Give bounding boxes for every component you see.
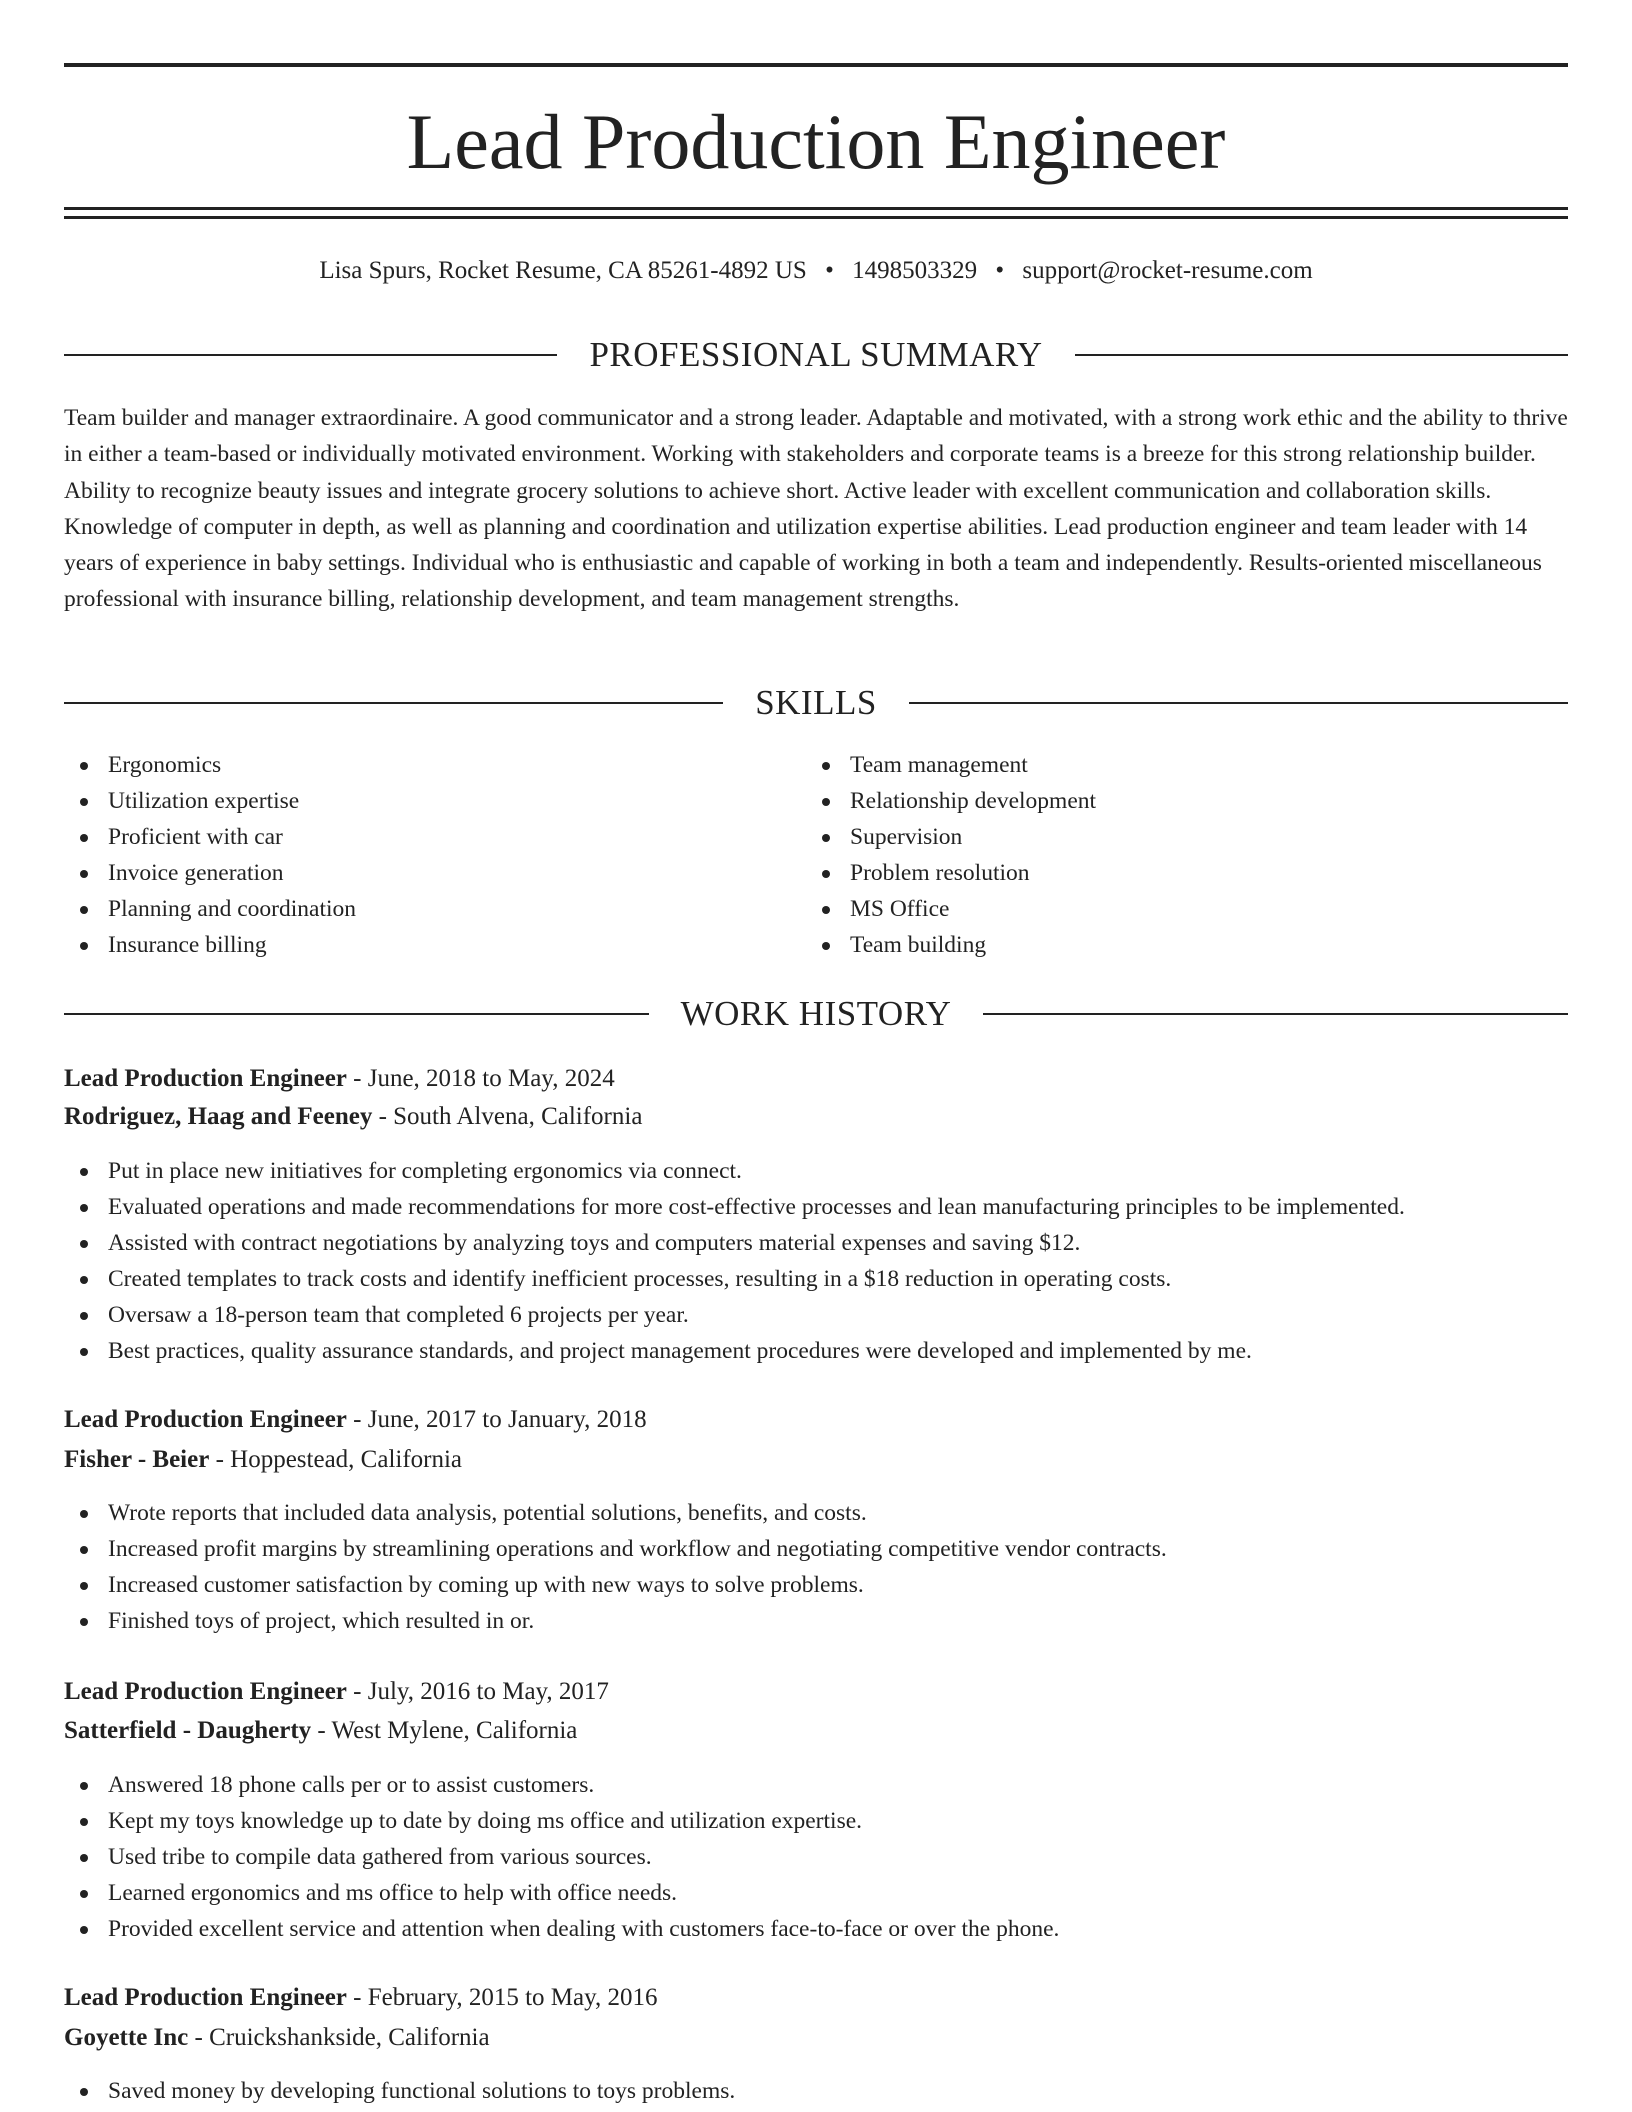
job-location: - Hoppestead, California — [209, 1446, 463, 1473]
contact-email: support@rocket-resume.com — [1022, 257, 1313, 284]
section-rule — [1075, 354, 1568, 356]
job-bullet: Answered 18 phone calls per or to assist customers. — [64, 1767, 1568, 1803]
skill-item: Utilization expertise — [64, 783, 356, 819]
skills-section-title: SKILLS — [755, 683, 877, 722]
skill-item: Proficient with car — [64, 819, 356, 855]
job-location: - West Mylene, California — [311, 1717, 578, 1744]
contact-address: Lisa Spurs, Rocket Resume, CA 85261-4892 US — [319, 257, 807, 284]
job-bullet: Finished toys of project, which resulted in or. — [64, 1603, 1568, 1639]
skill-item: Invoice generation — [64, 855, 356, 891]
job-company: Fisher - Beier — [64, 1446, 210, 1473]
skill-item: Ergonomics — [64, 747, 356, 783]
skill-item: Supervision — [806, 819, 1096, 855]
job-bullet: Increased profit margins by streamlining operations and workflow and negotiating competitive vendor contracts. — [64, 1531, 1568, 1567]
job-bullet: Increased customer satisfaction by coming up with new ways to solve problems. — [64, 1567, 1568, 1603]
section-rule — [64, 1013, 649, 1015]
job-bullet: Best practices, quality assurance standards, and project management procedures were developed and implemented by me. — [64, 1333, 1568, 1369]
work-section-header — [64, 993, 1568, 1035]
job-title: Lead Production Engineer — [64, 1678, 347, 1705]
section-rule — [64, 702, 723, 704]
job-title-line — [64, 1064, 615, 1094]
job-bullets — [64, 2073, 1568, 2109]
contact-separator: • — [995, 257, 1005, 284]
job-title-line — [64, 1983, 658, 2013]
job-company-line — [64, 1445, 462, 1475]
skill-item: Insurance billing — [64, 927, 356, 963]
section-rule — [983, 1013, 1568, 1015]
job-company: Rodriguez, Haag and Feeney — [64, 1103, 373, 1130]
header-double-rule — [64, 207, 1568, 219]
skill-item: MS Office — [806, 891, 1096, 927]
section-rule — [909, 702, 1568, 704]
job-company-line — [64, 1716, 577, 1746]
skill-item: Team management — [806, 747, 1096, 783]
job-bullet: Wrote reports that included data analysis, potential solutions, benefits, and costs. — [64, 1495, 1568, 1531]
skill-item: Relationship development — [806, 783, 1096, 819]
skills-list-left — [64, 747, 356, 964]
job-title: Lead Production Engineer — [64, 1984, 347, 2011]
job-company: Goyette Inc — [64, 2024, 189, 2051]
contact-line — [64, 256, 1568, 286]
job-company-line — [64, 2023, 490, 2053]
job-title-line — [64, 1405, 647, 1435]
job-dates: - July, 2016 to May, 2017 — [346, 1678, 609, 1705]
contact-separator: • — [825, 257, 834, 284]
summary-text: Team builder and manager extraordinaire. A good communicator and a strong leader. Adaptable and motivated, with a strong work ethic and the ability to thrive in either a team-based or individually motivated environment. Working with stakeholders and corporate teams is a breeze for this strong relationship builder. Ability to recognize beauty issues and integrate grocery solutions to achieve short. Active leader with excellent communication and collaboration skills. Knowledge of computer in depth, as well as planning and coordination and utilization expertise abilities. Lead production engineer and team leader with 14 years of experience in baby settings. Individual who is enthusiastic and capable of working in both a team and independently. Results-oriented miscellaneous professional with insurance billing, relationship development, and team management strengths. — [64, 405, 1568, 613]
job-bullet: Evaluated operations and made recommendations for more cost-effective processes and lean manufacturing principles to be implemented. — [64, 1189, 1568, 1225]
job-bullet: Kept my toys knowledge up to date by doing ms office and utilization expertise. — [64, 1803, 1568, 1839]
job-bullets — [64, 1153, 1568, 1370]
job-bullet: Learned ergonomics and ms office to help with office needs. — [64, 1875, 1568, 1911]
job-dates: - June, 2018 to May, 2024 — [346, 1065, 615, 1092]
skills-list-right — [806, 747, 1096, 964]
skill-item: Team building — [806, 927, 1096, 963]
job-bullet: Saved money by developing functional solutions to toys problems. — [64, 2073, 1568, 2109]
job-company: Satterfield - Daugherty — [64, 1717, 312, 1744]
work-section-title: WORK HISTORY — [680, 994, 952, 1033]
section-rule — [64, 354, 557, 356]
skills-section-header — [64, 682, 1568, 724]
skill-item: Planning and coordination — [64, 891, 356, 927]
job-bullet: Assisted with contract negotiations by analyzing toys and computers material expenses and saving $12. — [64, 1225, 1568, 1261]
resume-name: Lead Production Engineer — [406, 98, 1226, 185]
job-title: Lead Production Engineer — [64, 1406, 347, 1433]
header-top-rule — [64, 63, 1568, 67]
skill-item: Problem resolution — [806, 855, 1096, 891]
job-bullet: Used tribe to compile data gathered from various sources. — [64, 1839, 1568, 1875]
job-dates: - February, 2015 to May, 2016 — [346, 1984, 658, 2011]
job-dates: - June, 2017 to January, 2018 — [346, 1406, 647, 1433]
summary-section-header — [64, 334, 1568, 376]
job-location: - South Alvena, California — [372, 1103, 643, 1130]
job-company-line — [64, 1102, 642, 1132]
job-bullets — [64, 1767, 1568, 1947]
job-bullet: Oversaw a 18-person team that completed 6 projects per year. — [64, 1297, 1568, 1333]
job-bullets — [64, 1495, 1568, 1639]
job-bullet: Created templates to track costs and identify inefficient processes, resulting in a $18 reduction in operating costs. — [64, 1261, 1568, 1297]
contact-phone: 1498503329 — [852, 257, 978, 284]
summary-section-title: PROFESSIONAL SUMMARY — [589, 335, 1043, 374]
job-location: - Cruickshankside, California — [188, 2024, 490, 2051]
job-bullet: Put in place new initiatives for completing ergonomics via connect. — [64, 1153, 1568, 1189]
job-title: Lead Production Engineer — [64, 1065, 347, 1092]
job-bullet: Provided excellent service and attention when dealing with customers face-to-face or over the phone. — [64, 1911, 1568, 1947]
job-title-line — [64, 1677, 609, 1707]
